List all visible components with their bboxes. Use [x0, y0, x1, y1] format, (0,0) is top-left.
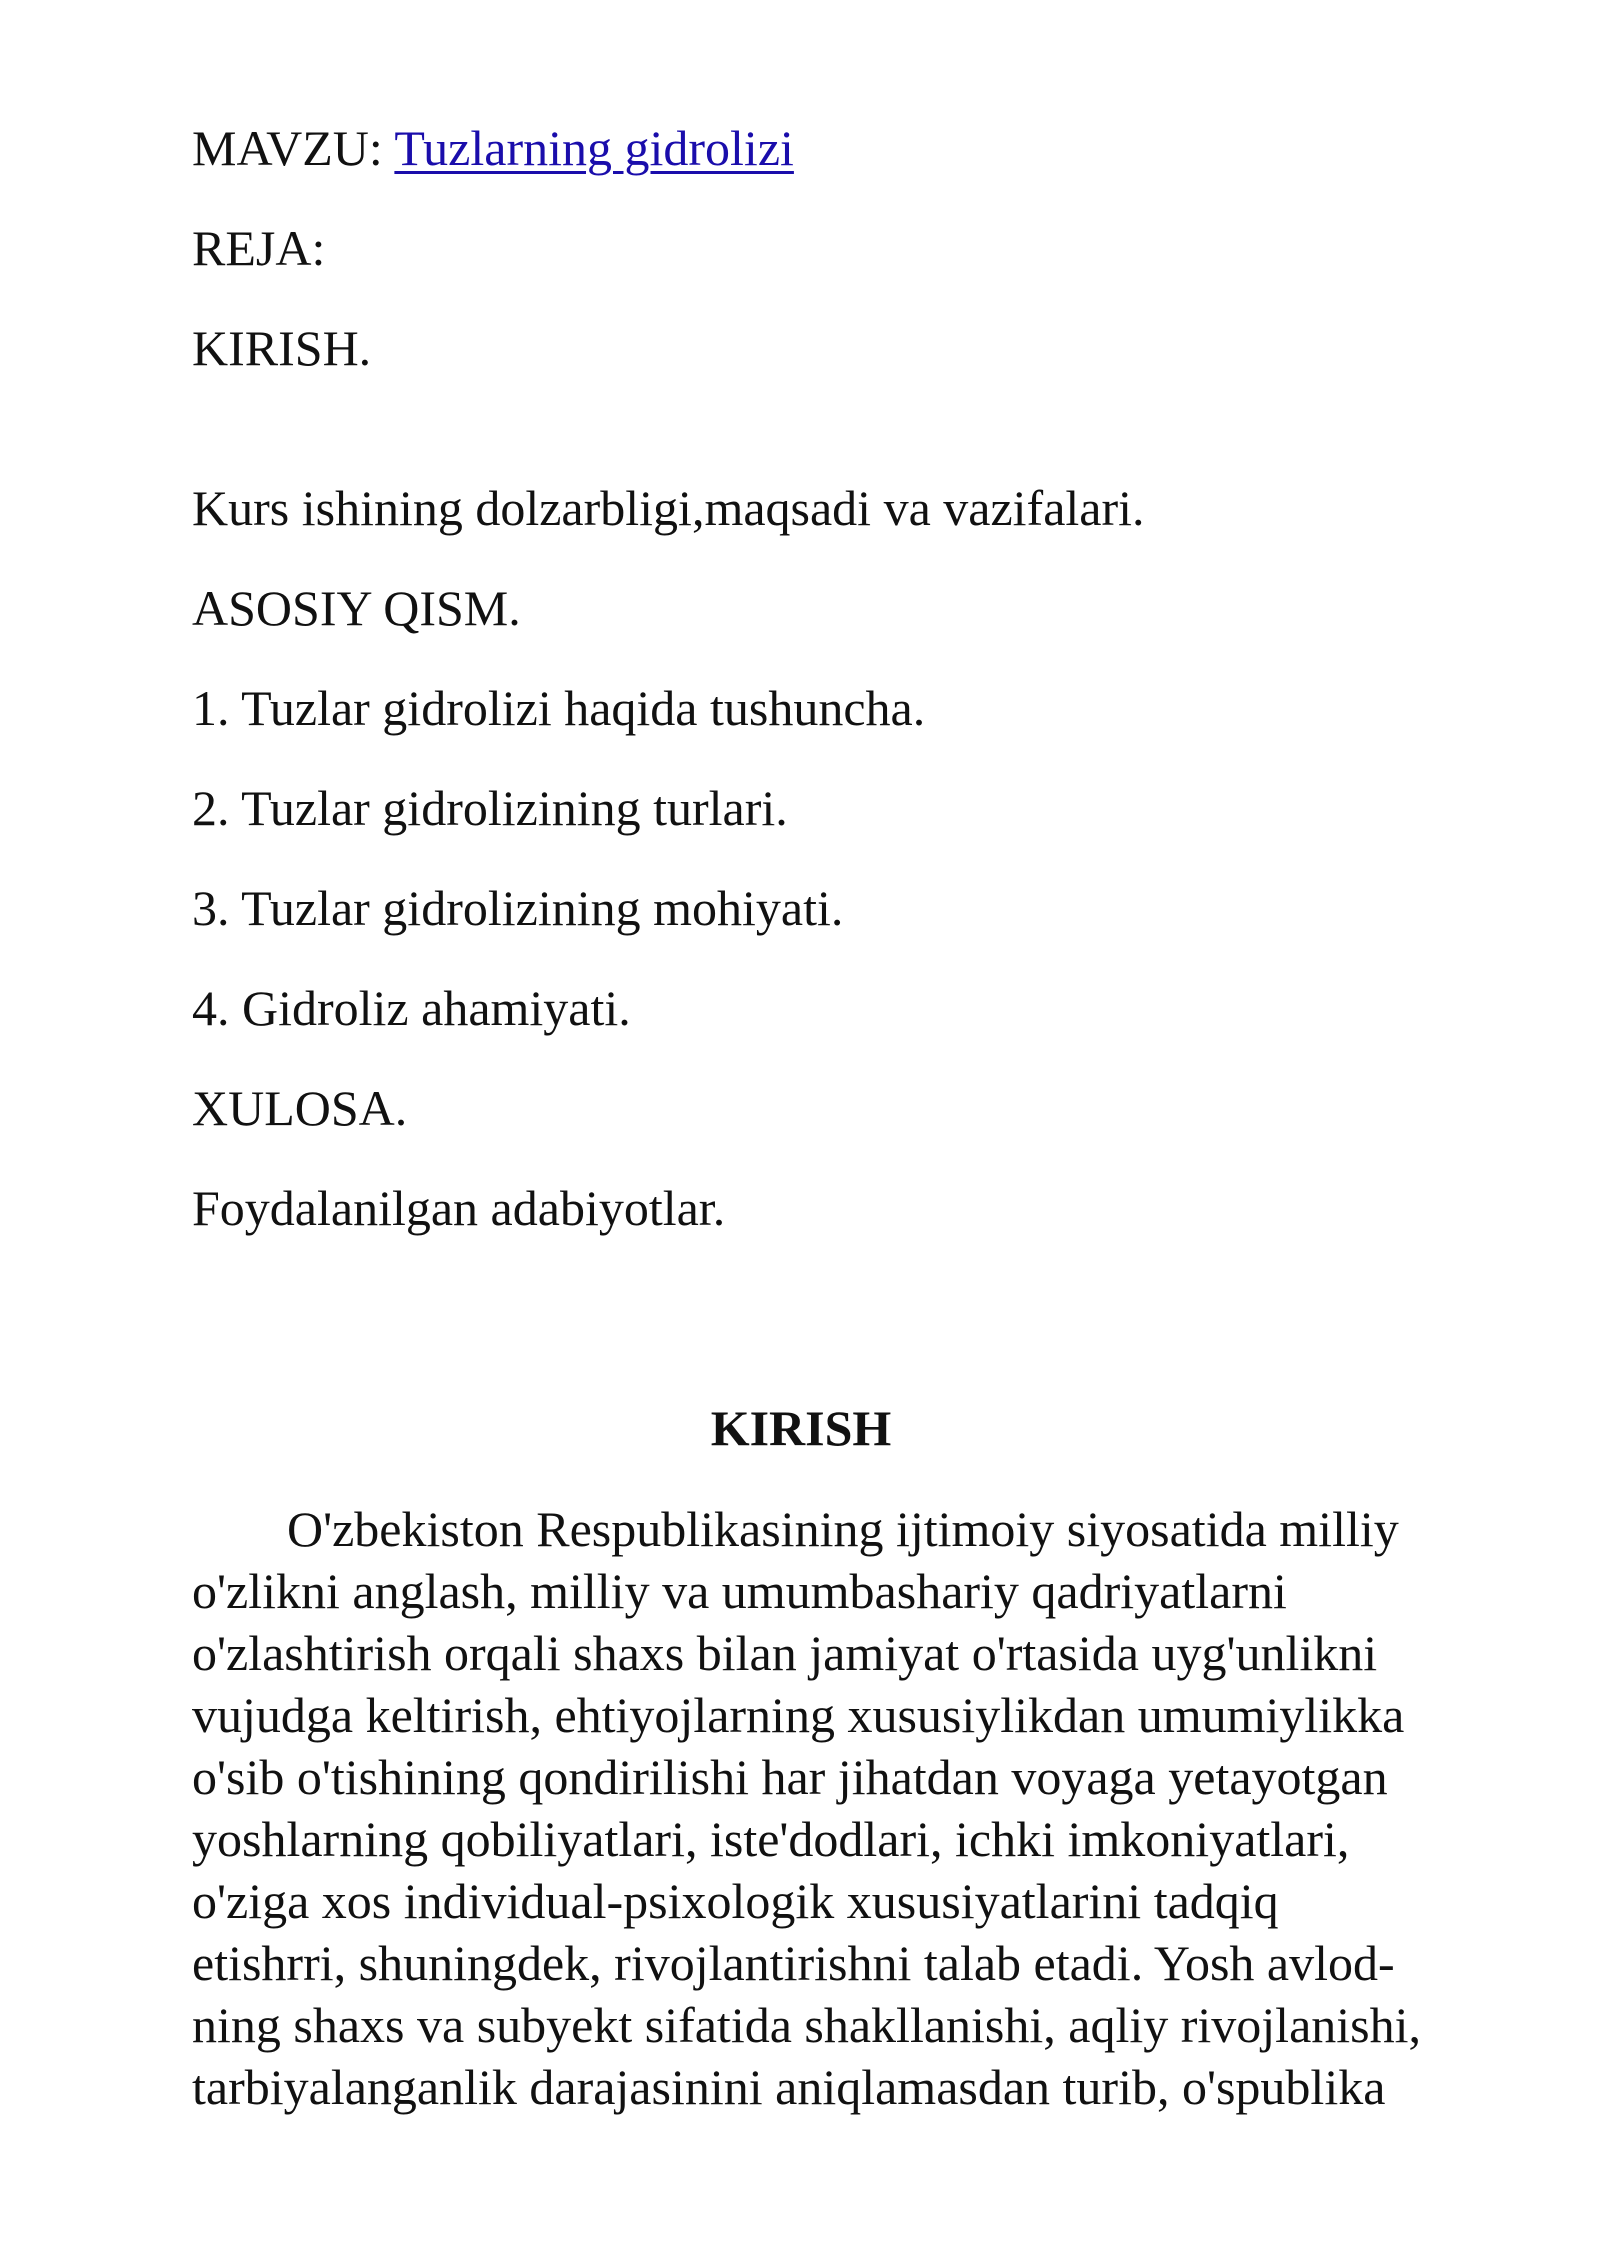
- paragraph-line: yoshlarning qobiliyatlari, iste'dodlari, ichki imkoniyatlari,: [192, 1811, 1350, 1867]
- paragraph-line: etishrri, shuningdek, rivojlantirishni talab etadi. Yosh avlod-: [192, 1935, 1395, 1991]
- paragraph-line: o'sib o'tishining qondirilishi har jihatdan voyaga yetayotgan: [192, 1749, 1388, 1805]
- plan-item-intro: KIRISH.: [192, 320, 372, 376]
- plan-item-2: 2. Tuzlar gidrolizining turlari.: [192, 780, 788, 836]
- intro-heading: KIRISH: [710, 1400, 892, 1456]
- paragraph-line: o'zlashtirish orqali shaxs bilan jamiyat o'rtasida uyg'unlikni: [192, 1625, 1378, 1681]
- plan-item-conclusion: XULOSA.: [192, 1080, 408, 1136]
- paragraph-line: ning shaxs va subyekt sifatida shakllanishi, aqliy rivojlanishi,: [192, 1997, 1422, 2053]
- plan-title: REJA:: [192, 220, 326, 276]
- paragraph-line: O'zbekiston Respublikasining ijtimoiy siyosatida milliy: [287, 1501, 1399, 1557]
- plan-item-relevance: Kurs ishining dolzarbligi,maqsadi va vazifalari.: [192, 480, 1145, 536]
- paragraph-line: o'ziga xos individual-psixologik xususiyatlarini tadqiq: [192, 1873, 1279, 1929]
- plan-item-4: 4. Gidroliz ahamiyati.: [192, 980, 631, 1036]
- plan-item-3: 3. Tuzlar gidrolizining mohiyati.: [192, 880, 844, 936]
- plan-item-references: Foydalanilgan adabiyotlar.: [192, 1180, 726, 1236]
- paragraph-line: o'zlikni anglash, milliy va umumbashariy qadriyatlarni: [192, 1563, 1287, 1619]
- topic-line: [192, 118, 794, 178]
- plan-item-1: 1. Tuzlar gidrolizi haqida tushuncha.: [192, 680, 926, 736]
- paragraph-line: vujudga keltirish, ehtiyojlarning xususiylikdan umumiylikka: [192, 1687, 1405, 1743]
- paragraph-line: tarbiyalanganlik darajasinini aniqlamasdan turib, o'spublika: [192, 2059, 1386, 2115]
- topic-label: MAVZU:: [192, 120, 383, 176]
- plan-item-main-part: ASOSIY QISM.: [192, 580, 521, 636]
- topic-link[interactable]: Tuzlarning gidrolizi: [394, 120, 794, 176]
- intro-paragraph: [192, 1498, 1532, 2118]
